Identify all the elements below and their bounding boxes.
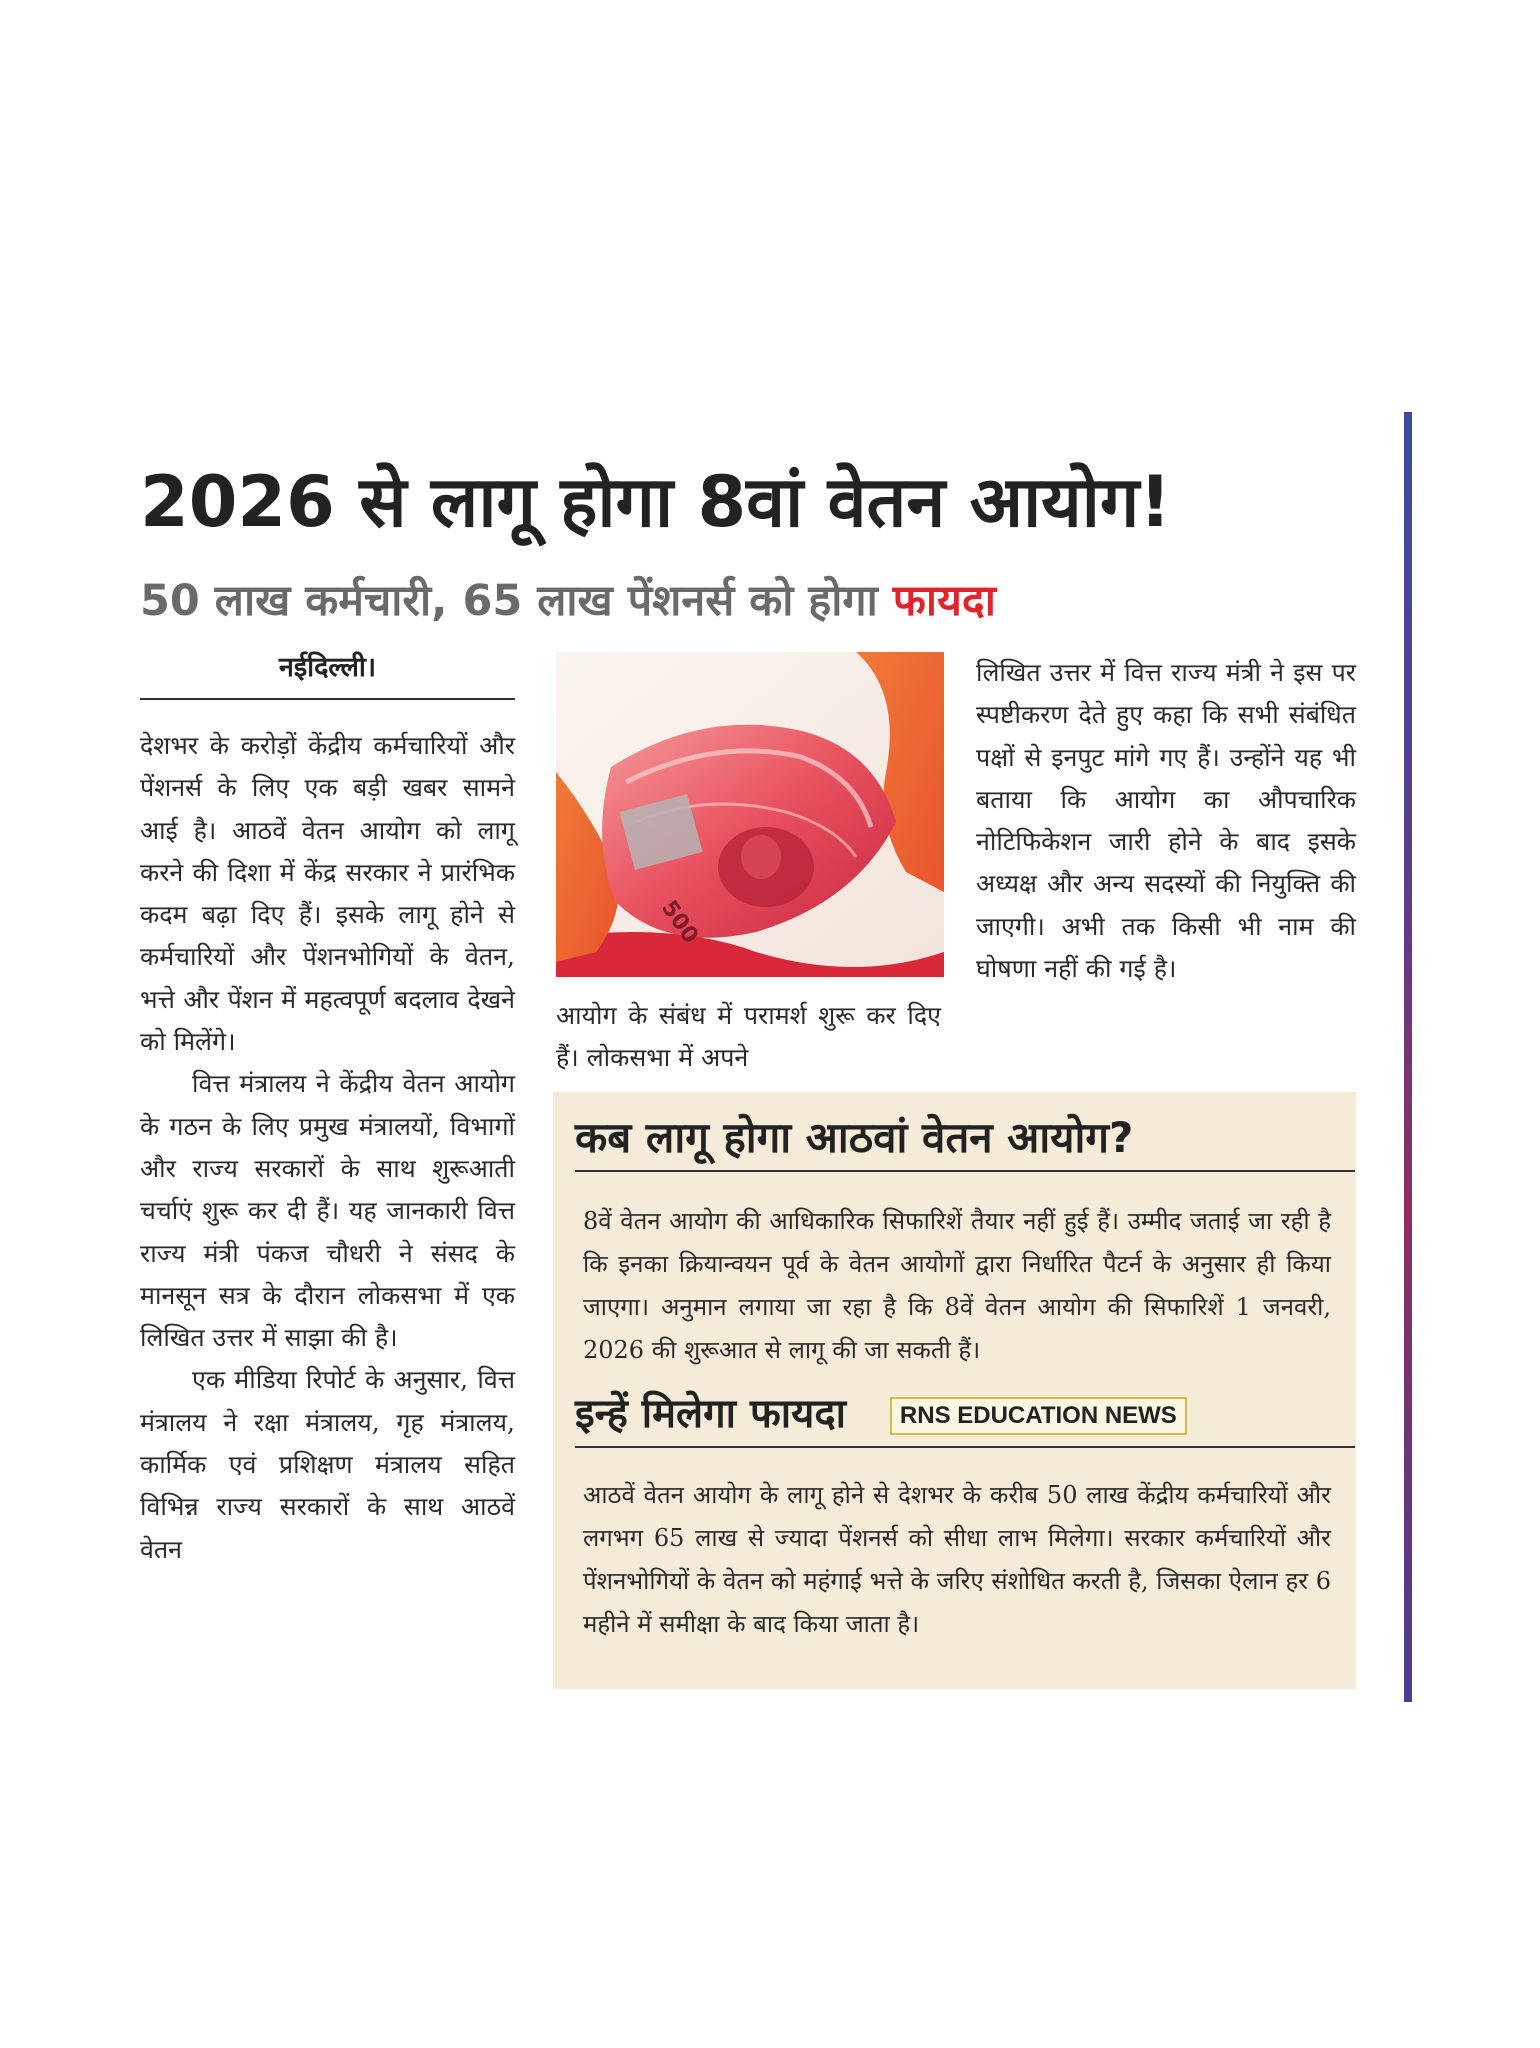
article-column-1 (140, 725, 515, 1571)
benefit-heading-row (575, 1382, 1355, 1448)
source-tag: RNS EDUCATION NEWS (890, 1397, 1187, 1435)
rupee-notes-illustration (556, 652, 944, 977)
benefit-text: आठवें वेतन आयोग के लागू होने से देशभर के करीब 50 लाख केंद्रीय कर्मचारियों और लगभग 65 लाख से ज्यादा पेंशनर्स को सीधा लाभ मिलेगा। सरकार कर्मचारियों और पेंशनभोगियों के वेतन को महंगाई भत्ते के जरिए संशोधित करती है, जिसका ऐलान हर 6 महीने में समीक्षा के बाद किया जाता है। (583, 1481, 1331, 1638)
dateline: नईदिल्ली। (140, 648, 515, 700)
page-edge-bar (1404, 412, 1412, 1702)
subheadline-highlight: फायदा (892, 576, 996, 626)
article-paragraph: लिखित उत्तर में वित्त राज्य मंत्री ने इस पर स्पष्टीकरण देते हुए कहा कि सभी संबंधित पक्षों से इनपुट मांगे गए हैं। उन्होंने यह भी बताया कि आयोग का औपचारिक नोटिफिकेशन जारी होने के बाद इसके अध्यक्ष और अन्य सदस्यों की नियुक्ति की जाएगी। अभी तक किसी भी नाम की घोषणा नहीं की गई है। (976, 658, 1356, 984)
when-text: 8वें वेतन आयोग की आधिकारिक सिफारिशें तैयार नहीं हुई हैं। उम्मीद जताई जा रही है कि इनका क्रियान्वयन पूर्व के वेतन आयोगों द्वारा निर्धारित पैटर्न के अनुसार ही किया जाएगा। अनुमान लगाया जा रहा है कि 8वें वेतन आयोग की सिफारिशें 1 जनवरी, 2026 की शुरूआत से लागू की जा सकती हैं। (583, 1207, 1331, 1364)
info-box (553, 1092, 1356, 1689)
when-heading: कब लागू होगा आठवां वेतन आयोग? (575, 1106, 1355, 1172)
svg-text:500: 500 (656, 896, 703, 949)
article-column-3 (976, 652, 1356, 990)
article-paragraph: देशभर के करोड़ों केंद्रीय कर्मचारियों और पेंशनर्स के लिए एक बड़ी खबर सामने आई है। आठवें वेतन आयोग को लागू करने की दिशा में केंद्र सरकार ने प्रारंभिक कदम बढ़ा दिए हैं। इसके लागू होने से कर्मचारियों और पेंशनभोगियों के वेतन, भत्ते और पेंशन में महत्वपूर्ण बदलाव देखने को मिलेंगे। (140, 731, 515, 1057)
article-paragraph: एक मीडिया रिपोर्ट के अनुसार, वित्त मंत्रालय ने रक्षा मंत्रालय, गृह मंत्रालय, कार्मिक एवं प्रशिक्षण मंत्रालय सहित विभिन्न राज्य सरकारों के साथ आठवें वेतन (140, 1365, 515, 1564)
subheadline (140, 565, 1390, 637)
benefit-heading: इन्हें मिलेगा फायदा (575, 1391, 846, 1437)
subheadline-text: 50 लाख कर्मचारी, 65 लाख पेंशनर्स को होगा (140, 576, 878, 626)
article-paragraph: आयोग के संबंध में परामर्श शुरू कर दिए हैं। लोकसभा में अपने (556, 1001, 941, 1073)
article-paragraph: वित्त मंत्रालय ने केंद्रीय वेतन आयोग के गठन के लिए प्रमुख मंत्रालयों, विभागों और राज्य सरकारों के साथ शुरूआती चर्चाएं शुरू कर दी हैं। यह जानकारी वित्त राज्य मंत्री पंकज चौधरी ने संसद के मानसून सत्र के दौरान लोकसभा में एक लिखित उत्तर में साझा की है। (140, 1069, 515, 1353)
rupee-notes-photo (556, 652, 944, 977)
article-column-2 (556, 995, 941, 1080)
headline: 2026 से लागू होगा 8वां वेतन आयोग! (140, 461, 1172, 543)
